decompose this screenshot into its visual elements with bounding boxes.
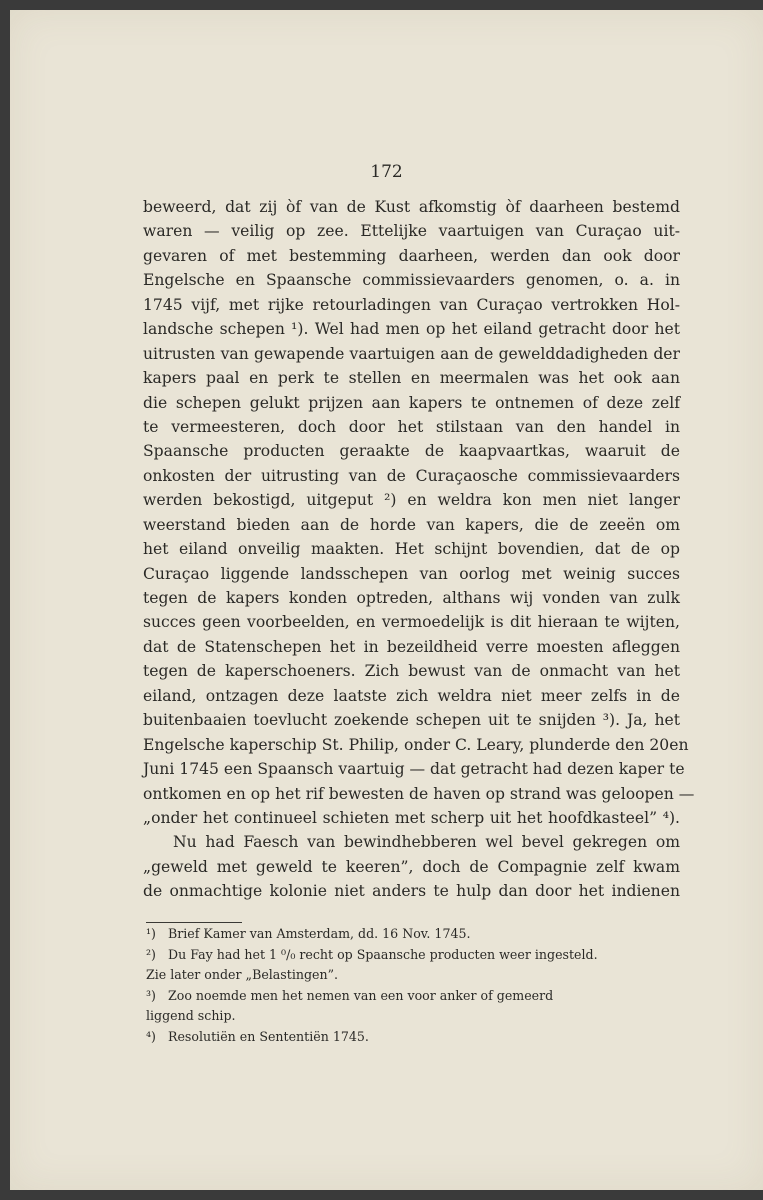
text-line: de onmachtige kolonie niet anders te hulp dan door het indienen <box>143 882 680 901</box>
text-line: Juni 1745 een Spaansch vaartuig — dat getracht had dezen kaper te <box>143 760 685 779</box>
text-line: „onder het continueel schieten met scherp uit het hoofdkasteel” ⁴). <box>143 808 680 827</box>
footnote-text: Resolutiën en Sententiën 1745. <box>168 1028 369 1044</box>
footnote-number: ³) <box>146 987 156 1003</box>
text-line: werden bekostigd, uitgeput ²) en weldra kon men niet langer <box>143 491 680 510</box>
text-line: waren — veilig op zee. Ettelijke vaartuigen van Curaçao uit- <box>143 222 680 241</box>
footnote-line <box>146 1006 680 1027</box>
footnote-number: ¹) <box>146 926 156 941</box>
text-line: gevaren of met bestemming daarheen, werden dan ook door <box>143 246 680 265</box>
footnote-number: ⁴) <box>146 1028 156 1044</box>
footnote-line <box>146 986 680 1007</box>
text-line: tegen de kapers konden optreden, althans wij vonden van zulk <box>143 589 680 607</box>
main-text <box>143 195 695 904</box>
footnote-divider <box>146 922 242 923</box>
text-line: kapers paal en perk te stellen en meermalen was het ook aan <box>143 369 680 388</box>
page-number: 172 <box>370 162 403 182</box>
text-line: het eiland onveilig maakten. Het schijnt bovendien, dat de op <box>143 540 680 559</box>
text-line: te vermeesteren, doch door het stilstaan van den handel in <box>143 417 680 436</box>
footnote-line <box>146 965 680 986</box>
footnote-line <box>146 924 680 945</box>
footnote-text: Brief Kamer van Amsterdam, dd. 16 Nov. 1745. <box>168 926 471 941</box>
text-line: beweerd, dat zij òf van de Kust afkomstig òf daarheen bestemd <box>143 198 680 216</box>
footnote-text: liggend schip. <box>146 1008 236 1023</box>
footnote-line <box>146 945 680 966</box>
text-line: tegen de kaperschoeners. Zich bewust van de onmacht van het <box>143 662 680 681</box>
footnote-line <box>146 1027 680 1048</box>
text-line: 1745 vijf, met rijke retourladingen van Curaçao vertrokken Hol- <box>143 295 680 314</box>
footnote-number: ²) <box>146 946 156 962</box>
text-line: landsche schepen ¹). Wel had men op het eiland getracht door het <box>143 320 680 339</box>
footnotes <box>146 924 680 1047</box>
text-line: buitenbaaien toevlucht zoekende schepen uit te snijden ³). Ja, het <box>143 711 680 730</box>
text-line: uitrusten van gewapende vaartuigen aan de gewelddadigheden der <box>143 344 680 363</box>
text-line: Engelsche en Spaansche commissievaarders genomen, o. a. in <box>143 271 680 290</box>
footnote-text: Zie later onder „Belastingen”. <box>146 967 339 982</box>
text-line: onkosten der uitrusting van de Curaçaosche commissievaarders <box>143 466 680 485</box>
text-line: weerstand bieden aan de horde van kapers, die de zeeën om <box>143 515 680 534</box>
text-line: „geweld met geweld te keeren”, doch de Compagnie zelf kwam <box>143 857 680 876</box>
text-line: die schepen gelukt prijzen aan kapers te ontnemen of deze zelf <box>143 393 680 412</box>
text-line: Nu had Faesch van bewindhebberen wel bevel gekregen om <box>173 833 680 852</box>
text-line: Spaansche producten geraakte de kaapvaartkas, waaruit de <box>143 442 680 461</box>
text-line: Engelsche kaperschip St. Philip, onder C. Leary, plunderde den 20en <box>143 735 689 754</box>
text-line: succes geen voorbeelden, en vermoedelijk is dit hieraan te wijten, <box>143 613 680 632</box>
text-line: eiland, ontzagen deze laatste zich weldra niet meer zelfs in de <box>143 686 680 705</box>
footnote-text: Zoo noemde men het nemen van een voor anker of gemeerd <box>168 987 554 1003</box>
text-line: ontkomen en op het rif bewesten de haven op strand was geloopen — <box>143 784 695 803</box>
text-line: Curaçao liggende landsschepen van oorlog met weinig succes <box>143 564 680 583</box>
text-line: dat de Statenschepen het in bezeildheid verre moesten afleggen <box>143 637 680 656</box>
footnote-text: Du Fay had het 1 ⁰/₀ recht op Spaansche producten weer ingesteld. <box>168 946 598 962</box>
book-page <box>10 10 763 1190</box>
